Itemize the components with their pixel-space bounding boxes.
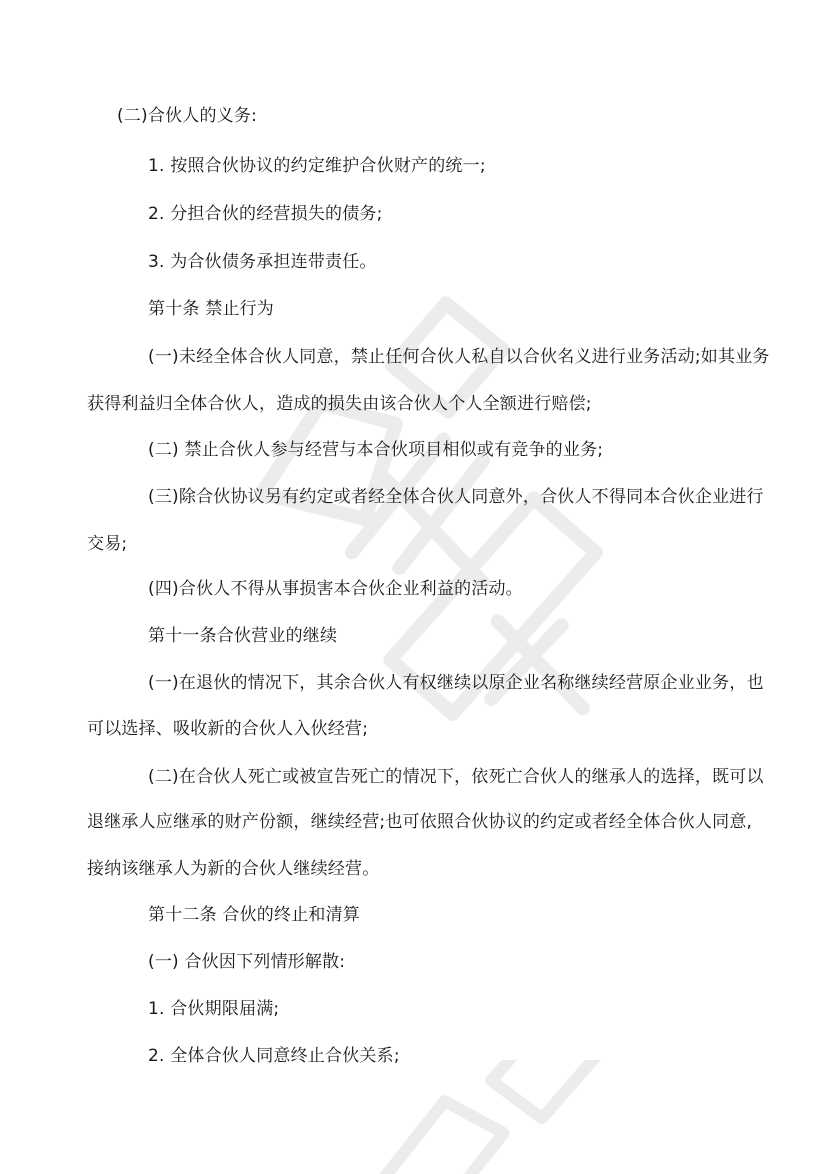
watermark-graphic-bottom bbox=[320, 1060, 620, 1174]
paragraph-line: 交易; bbox=[87, 534, 128, 554]
article-heading-11: 第十一条合伙营业的继续 bbox=[148, 626, 338, 646]
paragraph-line: (一)未经全体合伙人同意，禁止任何合伙人私自以合伙名义进行业务活动;如其业务 bbox=[148, 347, 770, 367]
section-heading-obligations: (二)合伙人的义务: bbox=[117, 106, 257, 126]
article-heading-10: 第十条 禁止行为 bbox=[148, 299, 275, 319]
paragraph-line: (四)合伙人不得从事损害本合伙企业利益的活动。 bbox=[148, 579, 523, 599]
list-item: 1. 合伙期限届满; bbox=[148, 999, 280, 1019]
paragraph-line: (三)除合伙协议另有约定或者经全体合伙人同意外，合伙人不得同本合伙企业进行 bbox=[148, 487, 764, 507]
list-item: 2. 分担合伙的经营损失的债务; bbox=[148, 204, 383, 224]
paragraph-line: 获得利益归全体合伙人，造成的损失由该合伙人个人全额进行赔偿; bbox=[87, 394, 592, 414]
list-item: 2. 全体合伙人同意终止合伙关系; bbox=[148, 1046, 400, 1066]
paragraph-line: (一) 合伙因下列情形解散: bbox=[148, 952, 346, 972]
paragraph-line: (二) 禁止合伙人参与经营与本合伙项目相似或有竞争的业务; bbox=[148, 440, 604, 460]
paragraph-line: 可以选择、吸收新的合伙人入伙经营; bbox=[87, 719, 369, 739]
article-heading-12: 第十二条 合伙的终止和清算 bbox=[148, 905, 361, 925]
paragraph-line: (一)在退伙的情况下，其余合伙人有权继续以原企业名称继续经营原企业业务，也 bbox=[148, 673, 764, 693]
paragraph-line: 接纳该继承人为新的合伙人继续经营。 bbox=[87, 859, 380, 879]
list-item: 3. 为合伙债务承担连带责任。 bbox=[148, 252, 377, 272]
paragraph-line: 退继承人应继承的财产份额，继续经营;也可依照合伙协议的约定或者经全体合伙人同意, bbox=[87, 812, 753, 832]
list-item: 1. 按照合伙协议的约定维护合伙财产的统一; bbox=[148, 156, 486, 176]
paragraph-line: (二)在合伙人死亡或被宣告死亡的情况下，依死亡合伙人的继承人的选择，既可以 bbox=[148, 767, 764, 787]
